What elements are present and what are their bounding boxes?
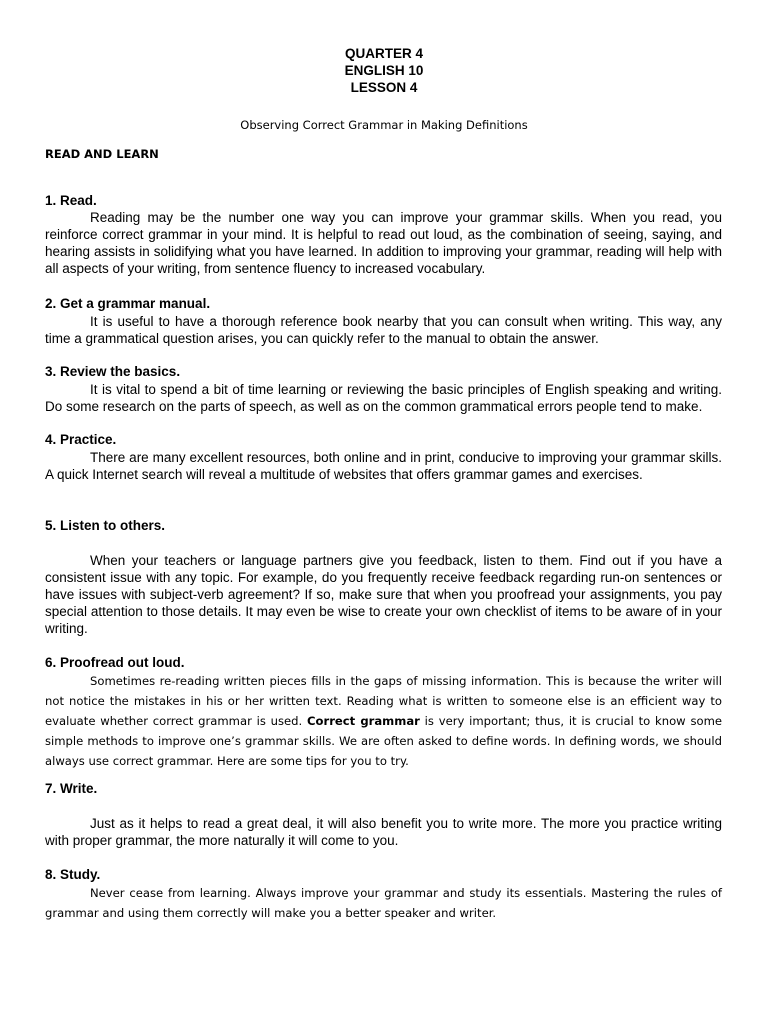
section-text-study: Never cease from learning. Always improve your grammar and study its essentials. Mastering the rules of grammar and using them correctly will make you a better speaker and writer. [45,886,722,920]
correct-grammar-emphasis: Correct grammar [307,714,420,728]
section-heading-read: 1. Read. [45,193,97,208]
section-heading-listen: 5. Listen to others. [45,518,166,533]
section-text-listen: When your teachers or language partners give you feedback, listen to them. Find out if you have a consistent issue with any topic. For example, do you frequently receive feedback regarding run-on sentences or have issues with subject-verb agreement? If so, make sure that when you proofread your assignments, you pay special attention to those details. It may even be wise to create your own checklist of items to be aware of in your writing. [45,553,722,636]
proofread-text-end: is very important; thus, it is crucial to know some simple methods to improve one’s grammar skills. We are often asked to define words. In defining words, we should always use correct grammar. Here are some tips for you to try. [45,714,723,768]
section-heading-write: 7. Write. [45,781,98,796]
section-heading-practice: 4. Practice. [45,432,117,447]
section-text-proofread [45,671,722,771]
section-text-write: Just as it helps to read a great deal, it will also benefit you to write more. The more you practice writing with proper grammar, the more naturally it will come to you. [45,816,722,848]
subject-heading: ENGLISH 10 [344,63,424,78]
section-heading-proofread: 6. Proofread out loud. [45,655,185,670]
section-heading-study: 8. Study. [45,867,101,882]
proofread-text-start: Sometimes re-reading written pieces fills in the gaps of missing information. This is because the writer will not notice the mistakes in his or her written text. Reading what is written to someone else is an efficient way to evaluate whether correct grammar is used. [45,674,722,728]
read-and-learn-label: READ AND LEARN [45,147,159,161]
section-heading-grammar-manual: 2. Get a grammar manual. [45,296,211,311]
section-text-review-basics: It is vital to spend a bit of time learning or reviewing the basic principles of English speaking and writing. Do some research on the parts of speech, as well as on the common grammatical errors people tend to make. [45,382,722,414]
lesson-heading: LESSON 4 [350,80,418,95]
lesson-title: Observing Correct Grammar in Making Definitions [240,118,528,132]
section-text-practice: There are many excellent resources, both online and in print, conducive to improving your grammar skills. A quick Internet search will reveal a multitude of websites that offers grammar games and exercises. [45,450,722,482]
quarter-heading: QUARTER 4 [344,46,423,61]
section-text-read: Reading may be the number one way you can improve your grammar skills. When you read, you reinforce correct grammar in your mind. It is helpful to read out loud, as the combination of seeing, saying, and hearing assists in solidifying what you have learned. In addition to improving your grammar, reading will help with all aspects of your writing, from sentence fluency to increased vocabulary. [45,210,722,276]
section-text-grammar-manual: It is useful to have a thorough reference book nearby that you can consult when writing. This way, any time a grammatical question arises, you can quickly refer to the manual to obtain the answer. [45,314,722,346]
section-heading-review-basics: 3. Review the basics. [45,364,181,379]
